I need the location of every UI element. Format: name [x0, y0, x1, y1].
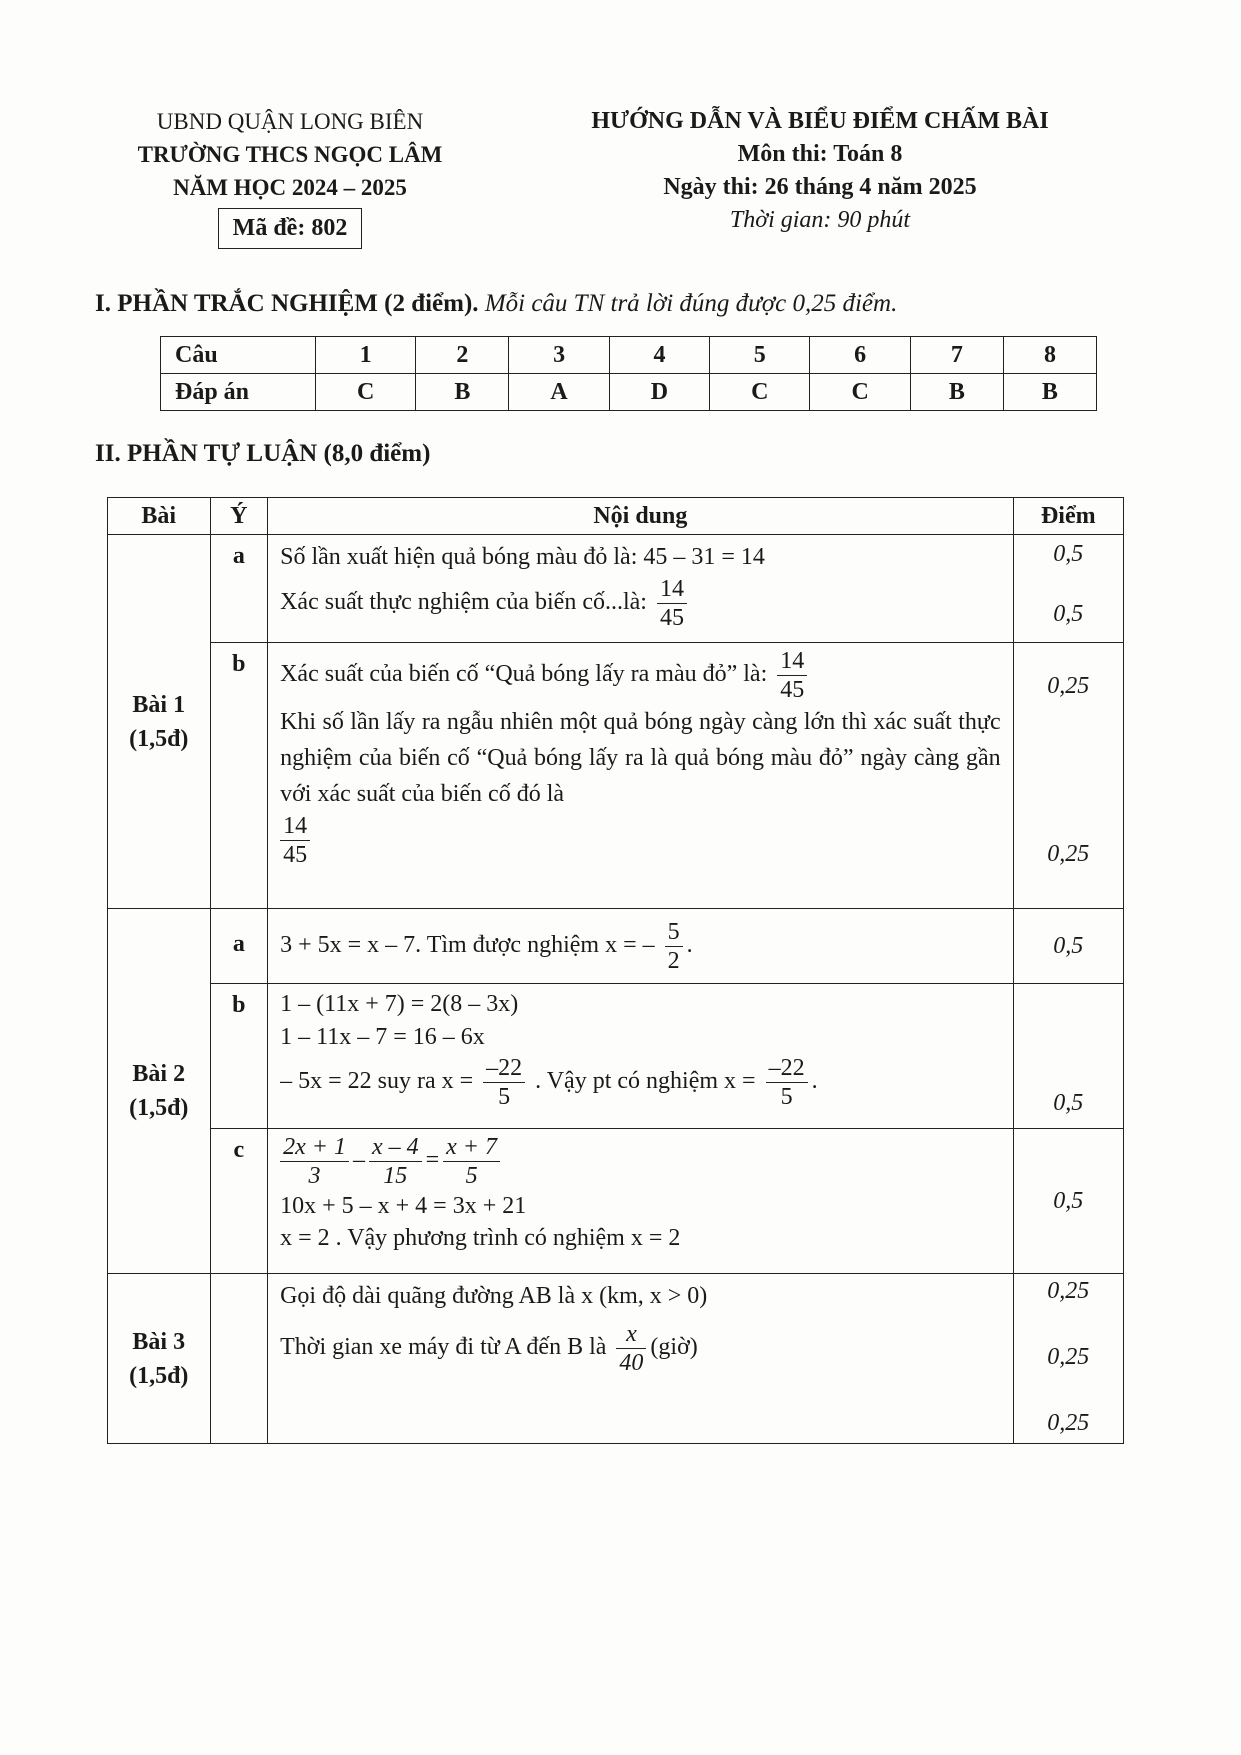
part1-heading [95, 290, 897, 318]
col-header-y: Ý [210, 498, 268, 535]
bai1a-y: a [210, 535, 268, 643]
bai1b-text2: Khi số lần lấy ra ngẫu nhiên một quả bóng ngày càng lớn thì xác suất thực nghiệm của biến cố “Quả bóng lấy ra là quả bóng màu đỏ” ngày càng gần với xác suất của biến cố đó là [280, 709, 1001, 807]
frac-num: x + 7 [443, 1133, 500, 1162]
score: 0,5 [1053, 541, 1084, 567]
frac-num: 14 [657, 575, 687, 604]
bai2c-score: 0,5 [1013, 1129, 1123, 1274]
fraction [766, 1054, 808, 1111]
answer-cell: C [810, 374, 910, 411]
fraction [777, 647, 807, 704]
bai2a-text: 3 + 5x = x – 7. Tìm được nghiệm x = – [280, 931, 655, 958]
bai2-label [108, 909, 211, 1274]
bai2b-line2: 1 – 11x – 7 = 16 – 6x [280, 1024, 485, 1050]
bai3-label [108, 1274, 211, 1444]
bai2b-text3b: . Vậy pt có nghiệm x = [535, 1068, 756, 1095]
fraction [369, 1133, 422, 1190]
bai1-name: Bài 1 [132, 691, 186, 718]
table-row [161, 374, 1097, 411]
bai2-name: Bài 2 [132, 1061, 186, 1087]
frac-den: 5 [780, 1084, 793, 1110]
bai2c-line3: x = 2 . Vậy phương trình có nghiệm x = 2 [280, 1225, 681, 1251]
answer-cell: C [710, 374, 810, 411]
part1-note: Mỗi câu TN trả lời đúng được 0,25 điểm. [484, 290, 898, 317]
frac-num: 14 [777, 647, 807, 676]
frac-den: 3 [308, 1163, 321, 1189]
fraction [616, 1320, 646, 1377]
school-name: TRƯỜNG THCS NGỌC LÂM [137, 142, 443, 167]
school-year: NĂM HỌC 2024 – 2025 [173, 175, 407, 200]
table-row [108, 1129, 1124, 1274]
row-label: Câu [161, 337, 316, 374]
bai3-text2: Thời gian xe máy đi từ A đến B là [280, 1334, 607, 1361]
bai3-score [1013, 1274, 1123, 1444]
frac-den: 45 [283, 842, 308, 868]
score: 0,5 [1053, 601, 1084, 627]
table-row [161, 337, 1097, 374]
bai2a-content [268, 909, 1014, 984]
frac-den: 40 [619, 1350, 644, 1376]
question-number: 4 [609, 337, 709, 374]
frac-num: 2x + 1 [280, 1133, 349, 1162]
bai2a-score: 0,5 [1013, 909, 1123, 984]
fraction [657, 575, 687, 632]
bai2a-tail: . [686, 931, 693, 958]
frac-num: –22 [483, 1054, 525, 1083]
col-header-noidung: Nội dung [268, 498, 1014, 535]
bai2b-line3 [280, 1054, 1001, 1111]
table-row [108, 535, 1124, 643]
bai2a-y: a [210, 909, 268, 984]
bai3-line1: Gọi độ dài quãng đường AB là x (km, x > 0) [280, 1283, 708, 1309]
mc-answer-table [160, 336, 1097, 411]
bai1a-line2 [280, 575, 1001, 632]
frac-den: 15 [383, 1163, 408, 1189]
fraction [280, 812, 310, 869]
answer-cell: B [910, 374, 1003, 411]
bai1a-text: Xác suất thực nghiệm của biến cố...là: [280, 589, 647, 616]
bai3-content [268, 1274, 1014, 1444]
table-row [108, 1274, 1124, 1444]
question-number: 2 [416, 337, 509, 374]
bai1b-line1 [280, 647, 1001, 704]
table-row [108, 984, 1124, 1129]
question-number: 6 [810, 337, 910, 374]
bai2b-y: b [210, 984, 268, 1129]
question-number: 3 [509, 337, 609, 374]
part1-title: I. PHẦN TRẮC NGHIỆM (2 điểm). [95, 290, 479, 317]
bai1b-text1: Xác suất của biến cố “Quả bóng lấy ra màu đỏ” là: [280, 661, 768, 688]
answer-cell: D [609, 374, 709, 411]
bai2b-score [1013, 984, 1123, 1129]
bai3-name: Bài 3 [132, 1328, 186, 1355]
answer-cell: B [1003, 374, 1096, 411]
bai2b-tail: . [811, 1068, 818, 1095]
fraction [280, 1133, 349, 1190]
frac-num: 5 [665, 918, 683, 947]
frac-den: 5 [465, 1163, 478, 1189]
bai2b-content [268, 984, 1014, 1129]
exam-date: Ngày thi: 26 tháng 4 năm 2025 [663, 174, 977, 200]
frac-num: 14 [280, 812, 310, 841]
bai2c-line2: 10x + 5 – x + 4 = 3x + 21 [280, 1193, 527, 1219]
bai1b-y: b [210, 643, 268, 909]
score: 0,25 [1047, 1410, 1090, 1436]
bai1-label [108, 535, 211, 909]
bai1-points: (1,5đ) [129, 725, 189, 752]
frac-den: 5 [498, 1084, 511, 1110]
bai1a-line1: Số lần xuất hiện quả bóng màu đỏ là: 45 – 31 = 14 [280, 544, 765, 570]
bai3-y [210, 1274, 268, 1444]
col-header-diem: Điểm [1013, 498, 1123, 535]
bai2c-line1 [280, 1133, 1001, 1190]
bai3-line2 [280, 1320, 1001, 1377]
subject: Môn thi: Toán 8 [737, 141, 903, 167]
bai2b-text3a: – 5x = 22 suy ra x = [280, 1068, 474, 1095]
bai1b-content [268, 643, 1014, 909]
header-right [560, 105, 1080, 237]
bai2-points: (1,5đ) [129, 1095, 189, 1121]
part2-heading: II. PHẦN TỰ LUẬN (8,0 điểm) [95, 440, 431, 467]
table-row [108, 909, 1124, 984]
bai1b-score [1013, 643, 1123, 909]
bai2b-line1: 1 – (11x + 7) = 2(8 – 3x) [280, 991, 519, 1017]
question-number: 5 [710, 337, 810, 374]
exam-duration: Thời gian: 90 phút [729, 207, 911, 233]
table-header-row [108, 498, 1124, 535]
essay-table [107, 497, 1124, 1444]
fraction [443, 1133, 500, 1190]
frac-den: 45 [780, 677, 805, 703]
bai2c-content [268, 1129, 1014, 1274]
op-equals: = [425, 1147, 440, 1174]
fraction [665, 918, 683, 975]
question-number: 1 [316, 337, 416, 374]
table-row [108, 643, 1124, 909]
question-number: 8 [1003, 337, 1096, 374]
frac-den: 2 [667, 947, 680, 974]
score: 0,25 [1047, 1278, 1090, 1304]
doc-title: HƯỚNG DẪN VÀ BIỂU ĐIỂM CHẤM BÀI [591, 108, 1049, 134]
frac-num: x – 4 [369, 1133, 422, 1162]
op-minus: – [352, 1147, 365, 1174]
col-header-bai: Bài [108, 498, 211, 535]
exam-code-box: Mã đề: 802 [218, 208, 363, 249]
score: 0,25 [1047, 1344, 1090, 1370]
bai3-unit: (giờ) [650, 1334, 698, 1361]
fraction [483, 1054, 525, 1111]
bai1a-content [268, 535, 1014, 643]
district-name: UBND QUẬN LONG BIÊN [156, 109, 424, 134]
bai1a-score [1013, 535, 1123, 643]
frac-num: –22 [766, 1054, 808, 1083]
answer-cell: B [416, 374, 509, 411]
score: 0,25 [1047, 673, 1090, 699]
bai1b-line3 [280, 812, 1001, 869]
row-label: Đáp án [161, 374, 316, 411]
score: 0,25 [1047, 841, 1090, 867]
score: 0,5 [1053, 1090, 1084, 1116]
answer-cell: A [509, 374, 609, 411]
frac-num: x [616, 1320, 646, 1349]
bai3-points: (1,5đ) [129, 1362, 189, 1389]
answer-cell: C [316, 374, 416, 411]
header-left [100, 105, 480, 249]
question-number: 7 [910, 337, 1003, 374]
bai2c-y: c [210, 1129, 268, 1274]
frac-den: 45 [659, 605, 684, 631]
